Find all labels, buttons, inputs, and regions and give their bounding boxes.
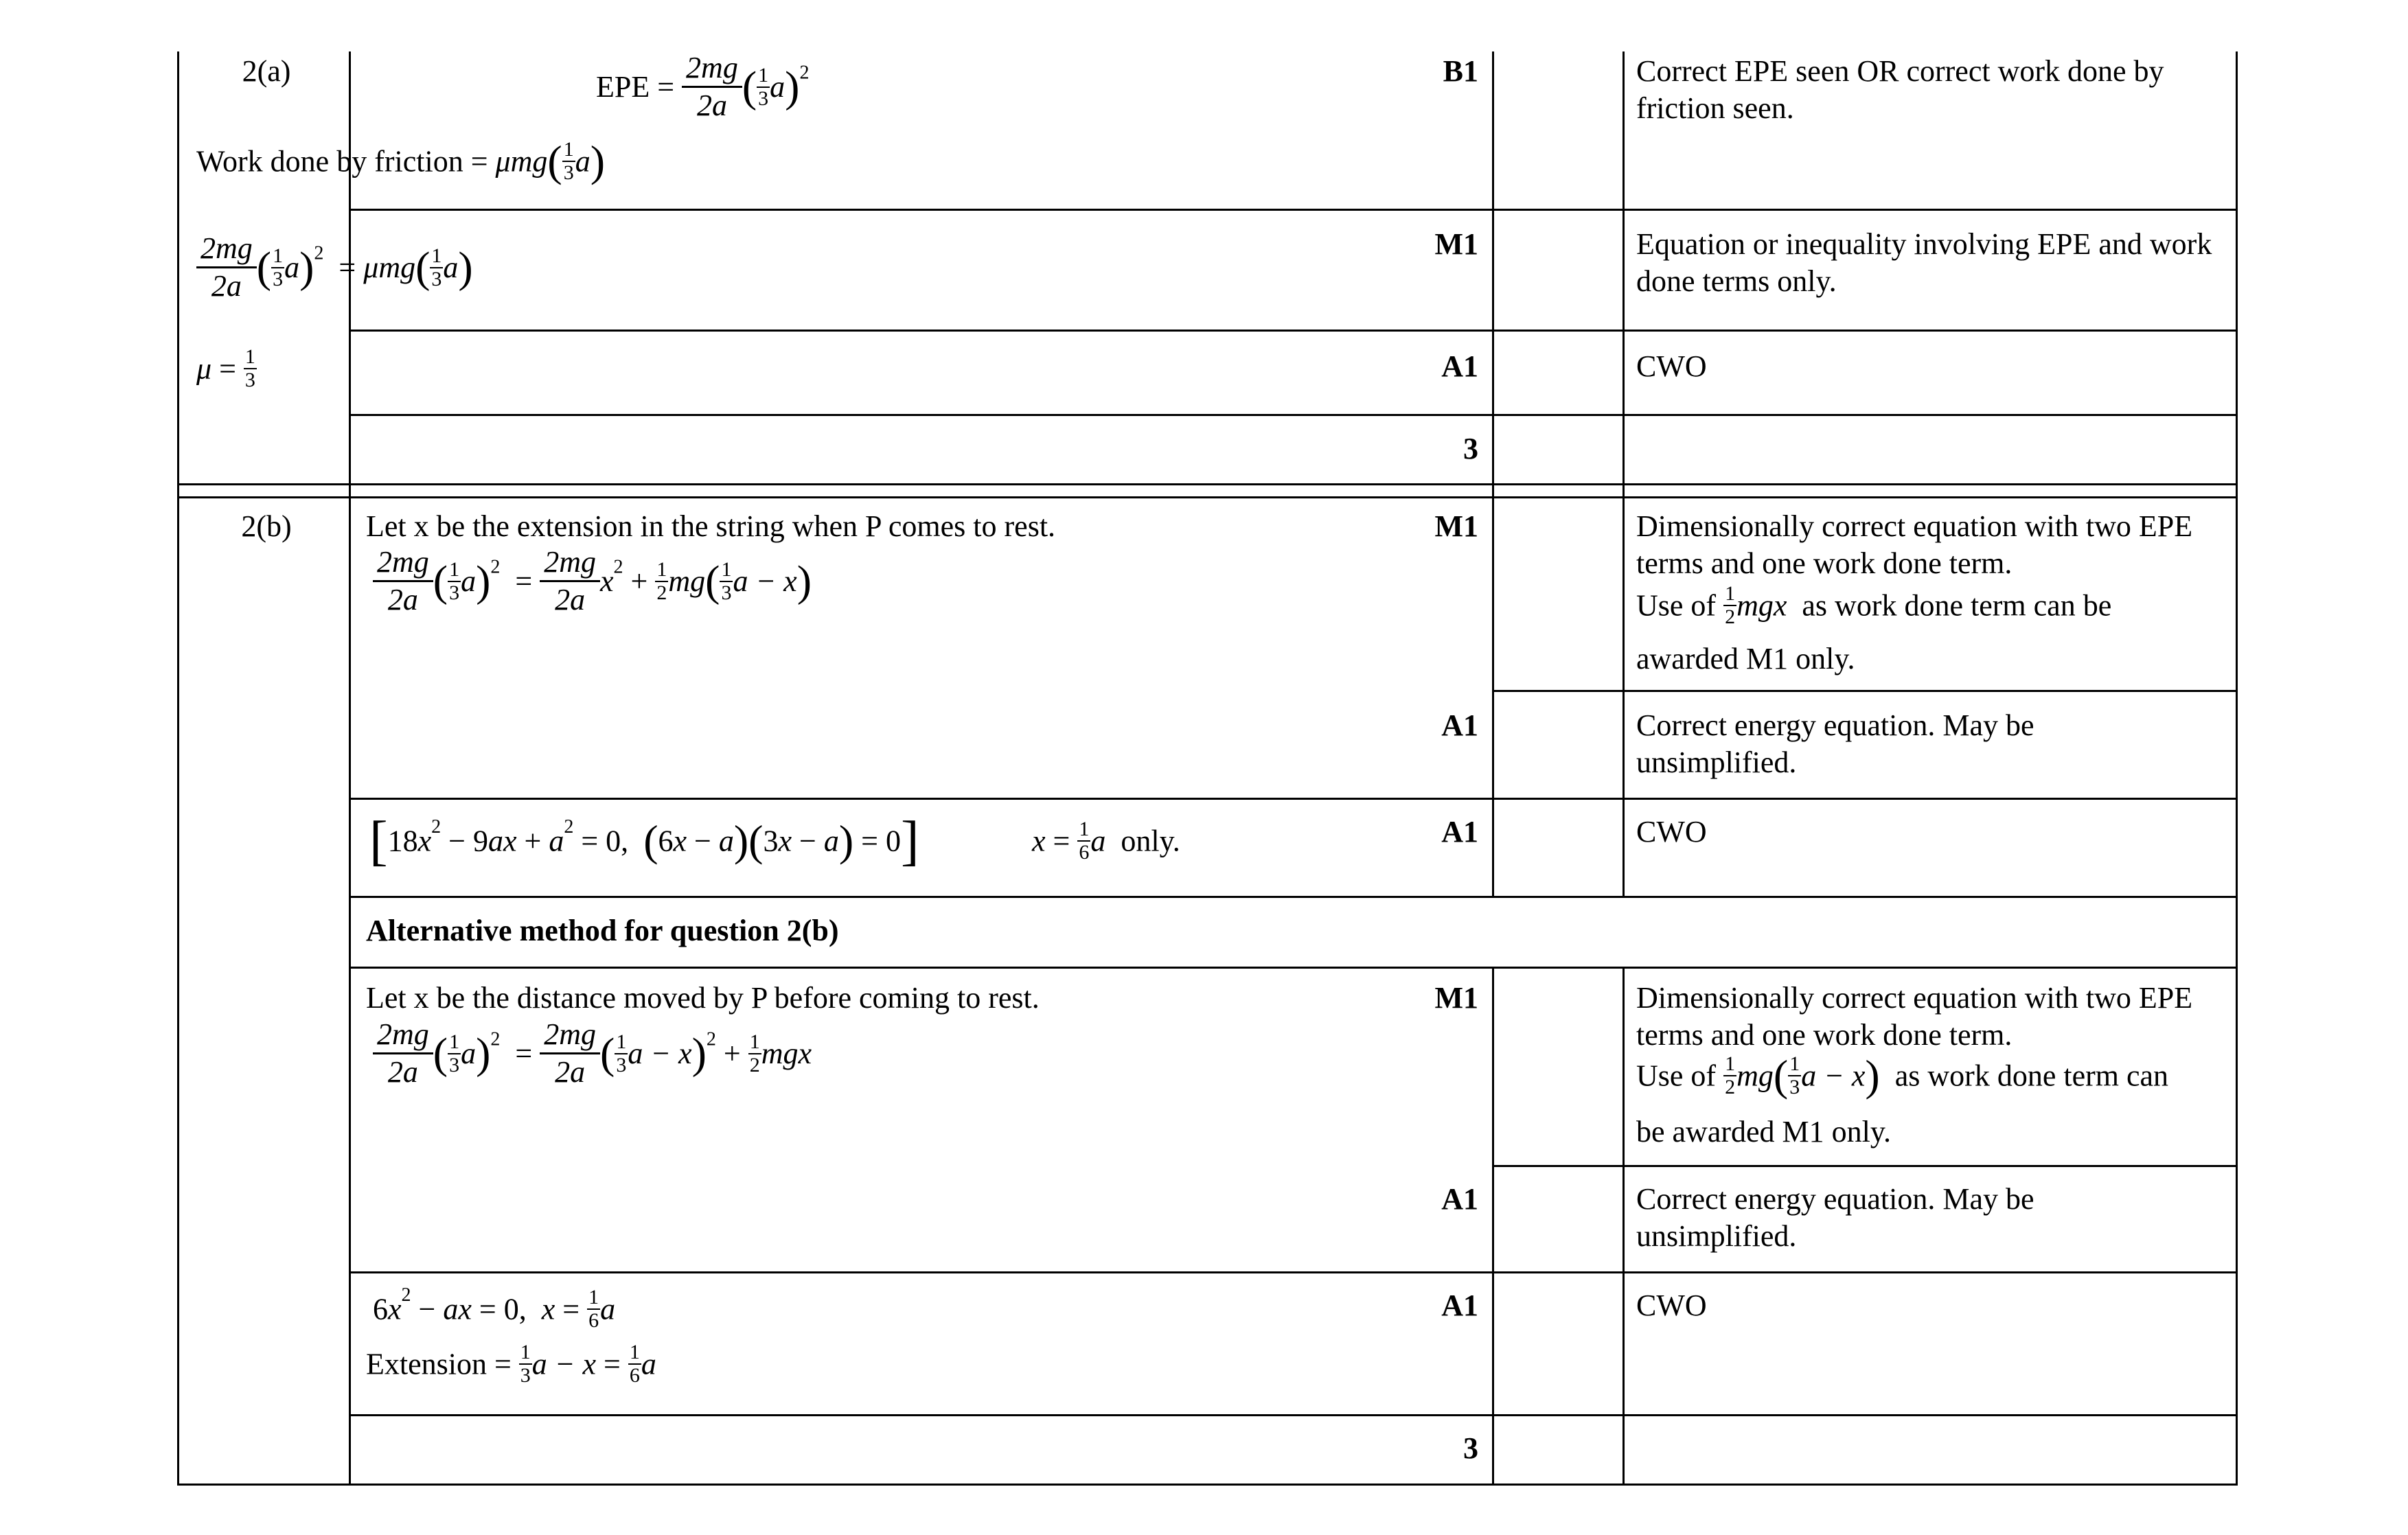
guidance-m1-2b-b: Use of $\frac{1}{2}$ mgx as work done term can be (1636, 582, 2112, 628)
rule-b1 (1492, 690, 2238, 692)
border-bottom (177, 1484, 2238, 1486)
alt-guidance-m1-c: be awarded M1 only. (1636, 1115, 1892, 1149)
fraction-one-third: $\frac{1}{3}$ (449, 557, 460, 604)
fraction-one-half: $\frac{1}{2}$ (1725, 1052, 1736, 1098)
mark-scheme-table (177, 51, 2238, 1486)
guidance-m1-2b-c: awarded M1 only. (1636, 642, 1855, 676)
fraction-one-half: $\frac{1}{2}$ (749, 1030, 760, 1076)
question-number-2a: 2(a) (242, 54, 291, 88)
fraction-one-half: $\frac{1}{2}$ (1725, 582, 1736, 628)
fraction-one-third: $\frac{1}{3}$ (449, 1030, 460, 1076)
rule-b2 (349, 798, 2238, 800)
guidance-m1: Equation or inequality involving EPE and work done terms only. (1636, 227, 2212, 298)
fraction-one-third: $\frac{1}{3}$ (758, 63, 769, 110)
alt-guidance-a1: Correct energy equation. May be unsimplified. (1636, 1182, 2034, 1253)
friction-work-expression: Work done by friction = μmg( $\frac{1}{3}$ a) (196, 137, 606, 185)
alt-solution-line1: $6x^2$ − ax = 0, x = $\frac{1}{6}$ a (373, 1284, 616, 1332)
result-mu: μ = $\frac{1}{3}$ (196, 345, 255, 391)
fraction-one-third: $\frac{1}{3}$ (244, 345, 255, 391)
alternative-method-heading: Alternative method for question 2(b) (366, 914, 839, 947)
mark-b1: B1 (1443, 54, 1478, 88)
rule-b3 (349, 896, 2238, 898)
border-right (2236, 51, 2238, 1486)
rule-double-bottom (177, 496, 2238, 498)
alt-guidance-m1-b: Use of $\frac{1}{2}$ mg( $\frac{1}{3}$ a − x) as work done term can (1636, 1051, 2169, 1100)
fraction-2mg-over-2a: $\frac{2mg}{2a}$ (682, 53, 742, 121)
mark-a1-2b: A1 (1441, 708, 1478, 742)
mark-a1: A1 (1441, 349, 1478, 383)
total-marks-2b: 3 (1463, 1431, 1478, 1465)
rule-b6 (349, 1271, 2238, 1273)
fraction-2mg-over-2a: $\frac{2mg}{2a}$ (373, 547, 433, 615)
fraction-one-third: $\frac{1}{3}$ (1789, 1052, 1800, 1098)
total-marks-2a: 3 (1463, 432, 1478, 465)
guidance-a1-2b: Correct energy equation. May be unsimplified. (1636, 708, 2034, 779)
only-label: only. (1121, 824, 1180, 858)
rule-b7 (349, 1414, 2238, 1416)
alt-mark-a1-cwo: A1 (1441, 1289, 1478, 1322)
guidance-a1: CWO (1636, 349, 1707, 383)
guidance-m1-2b-a: Dimensionally correct equation with two EPE terms and one work done term. (1636, 509, 2193, 580)
intro-2b: Let x be the extension in the string when P comes to rest. (366, 509, 1056, 543)
col-divider-answer-a (1492, 51, 1494, 896)
alt-solution-line2: Extension = $\frac{1}{3}$ a − x = $\frac{1}{6}$ a (366, 1341, 656, 1387)
fraction-one-third: $\frac{1}{3}$ (273, 244, 284, 290)
alt-mark-m1: M1 (1434, 981, 1478, 1015)
alt-work-done-label: as work done term can (1894, 1059, 2169, 1093)
rule-b4 (349, 967, 2238, 969)
epe-label: EPE = (596, 70, 675, 104)
mark-a1-2b-cwo: A1 (1441, 815, 1478, 849)
fraction-one-sixth: $\frac{1}{6}$ (629, 1341, 640, 1387)
rule-a1 (349, 209, 2238, 211)
fraction-one-sixth: $\frac{1}{6}$ (1079, 818, 1090, 864)
energy-equation-2b: $\frac{2mg}{2a}$ ( $\frac{1}{3}$ a)$^2$ = $\frac{2mg}{2a}$ $x^2$ + $\frac{1}{2}$ mg( $\frac{1}{3}$ a − x) (373, 547, 812, 615)
mark-m1-2b: M1 (1434, 509, 1478, 543)
rule-a3 (349, 414, 2238, 416)
fraction-one-third: $\frac{1}{3}$ (563, 138, 574, 184)
col-divider-answer-b (1492, 967, 1494, 1486)
extension-label: Extension = (366, 1347, 512, 1381)
alt-guidance-a1-cwo: CWO (1636, 1289, 1707, 1322)
alt-energy-equation-2b: $\frac{2mg}{2a}$ ( $\frac{1}{3}$ a)$^2$ = $\frac{2mg}{2a}$ ( $\frac{1}{3}$ a − x)$^2$ + $\frac{1}{2}$ mgx (373, 1019, 812, 1087)
work-done-label: as work done term can be (1802, 588, 2112, 623)
quadratic-solution-2b: [$18x^2 - 9ax + a^2 = 0$, (6x − a)(3x − a) = 0] (369, 811, 919, 871)
fraction-one-half: $\frac{1}{2}$ (656, 557, 667, 604)
rule-double-top (177, 483, 2238, 485)
fraction-one-third: $\frac{1}{3}$ (431, 244, 442, 290)
guidance-b1: Correct EPE seen OR correct work done by friction seen. (1636, 54, 2164, 125)
rule-b5 (1492, 1165, 2238, 1167)
equation-epe-equals-work: $\frac{2mg}{2a}$ ( $\frac{1}{3}$ a)$^2$ = μmg( $\frac{1}{3}$ a) (196, 233, 473, 301)
col-divider-marks-a (1622, 51, 1625, 896)
result-x-2b: x = $\frac{1}{6}$ a only. (1032, 818, 1180, 864)
use-of-label: Use of (1636, 588, 1717, 623)
alt-guidance-m1-a: Dimensionally correct equation with two EPE terms and one work done term. (1636, 981, 2193, 1052)
alt-intro-2b: Let x be the distance moved by P before coming to rest. (366, 981, 1040, 1015)
alt-mark-a1: A1 (1441, 1182, 1478, 1216)
fraction-2mg-over-2a: $\frac{2mg}{2a}$ (373, 1019, 433, 1087)
fraction-one-sixth: $\frac{1}{6}$ (588, 1286, 599, 1332)
alt-use-of-label: Use of (1636, 1059, 1717, 1093)
fraction-2mg-over-2a: $\frac{2mg}{2a}$ (540, 547, 600, 615)
fraction-one-third: $\frac{1}{3}$ (520, 1341, 531, 1387)
col-divider-marks-b (1622, 967, 1625, 1486)
question-number-2b: 2(b) (241, 509, 292, 543)
guidance-a1-2b-cwo: CWO (1636, 815, 1707, 849)
friction-label: Work done by friction = (196, 144, 488, 178)
fraction-2mg-over-2a: $\frac{2mg}{2a}$ (196, 233, 257, 301)
rule-a2 (349, 330, 2238, 332)
epe-expression: EPE = $\frac{2mg}{2a}$ ( $\frac{1}{3}$ a)$^2$ (596, 51, 810, 122)
border-left (177, 51, 179, 1486)
mark-m1: M1 (1434, 227, 1478, 261)
fraction-2mg-over-2a: $\frac{2mg}{2a}$ (540, 1019, 600, 1087)
fraction-one-third: $\frac{1}{3}$ (616, 1030, 627, 1076)
fraction-one-third: $\frac{1}{3}$ (721, 557, 732, 604)
